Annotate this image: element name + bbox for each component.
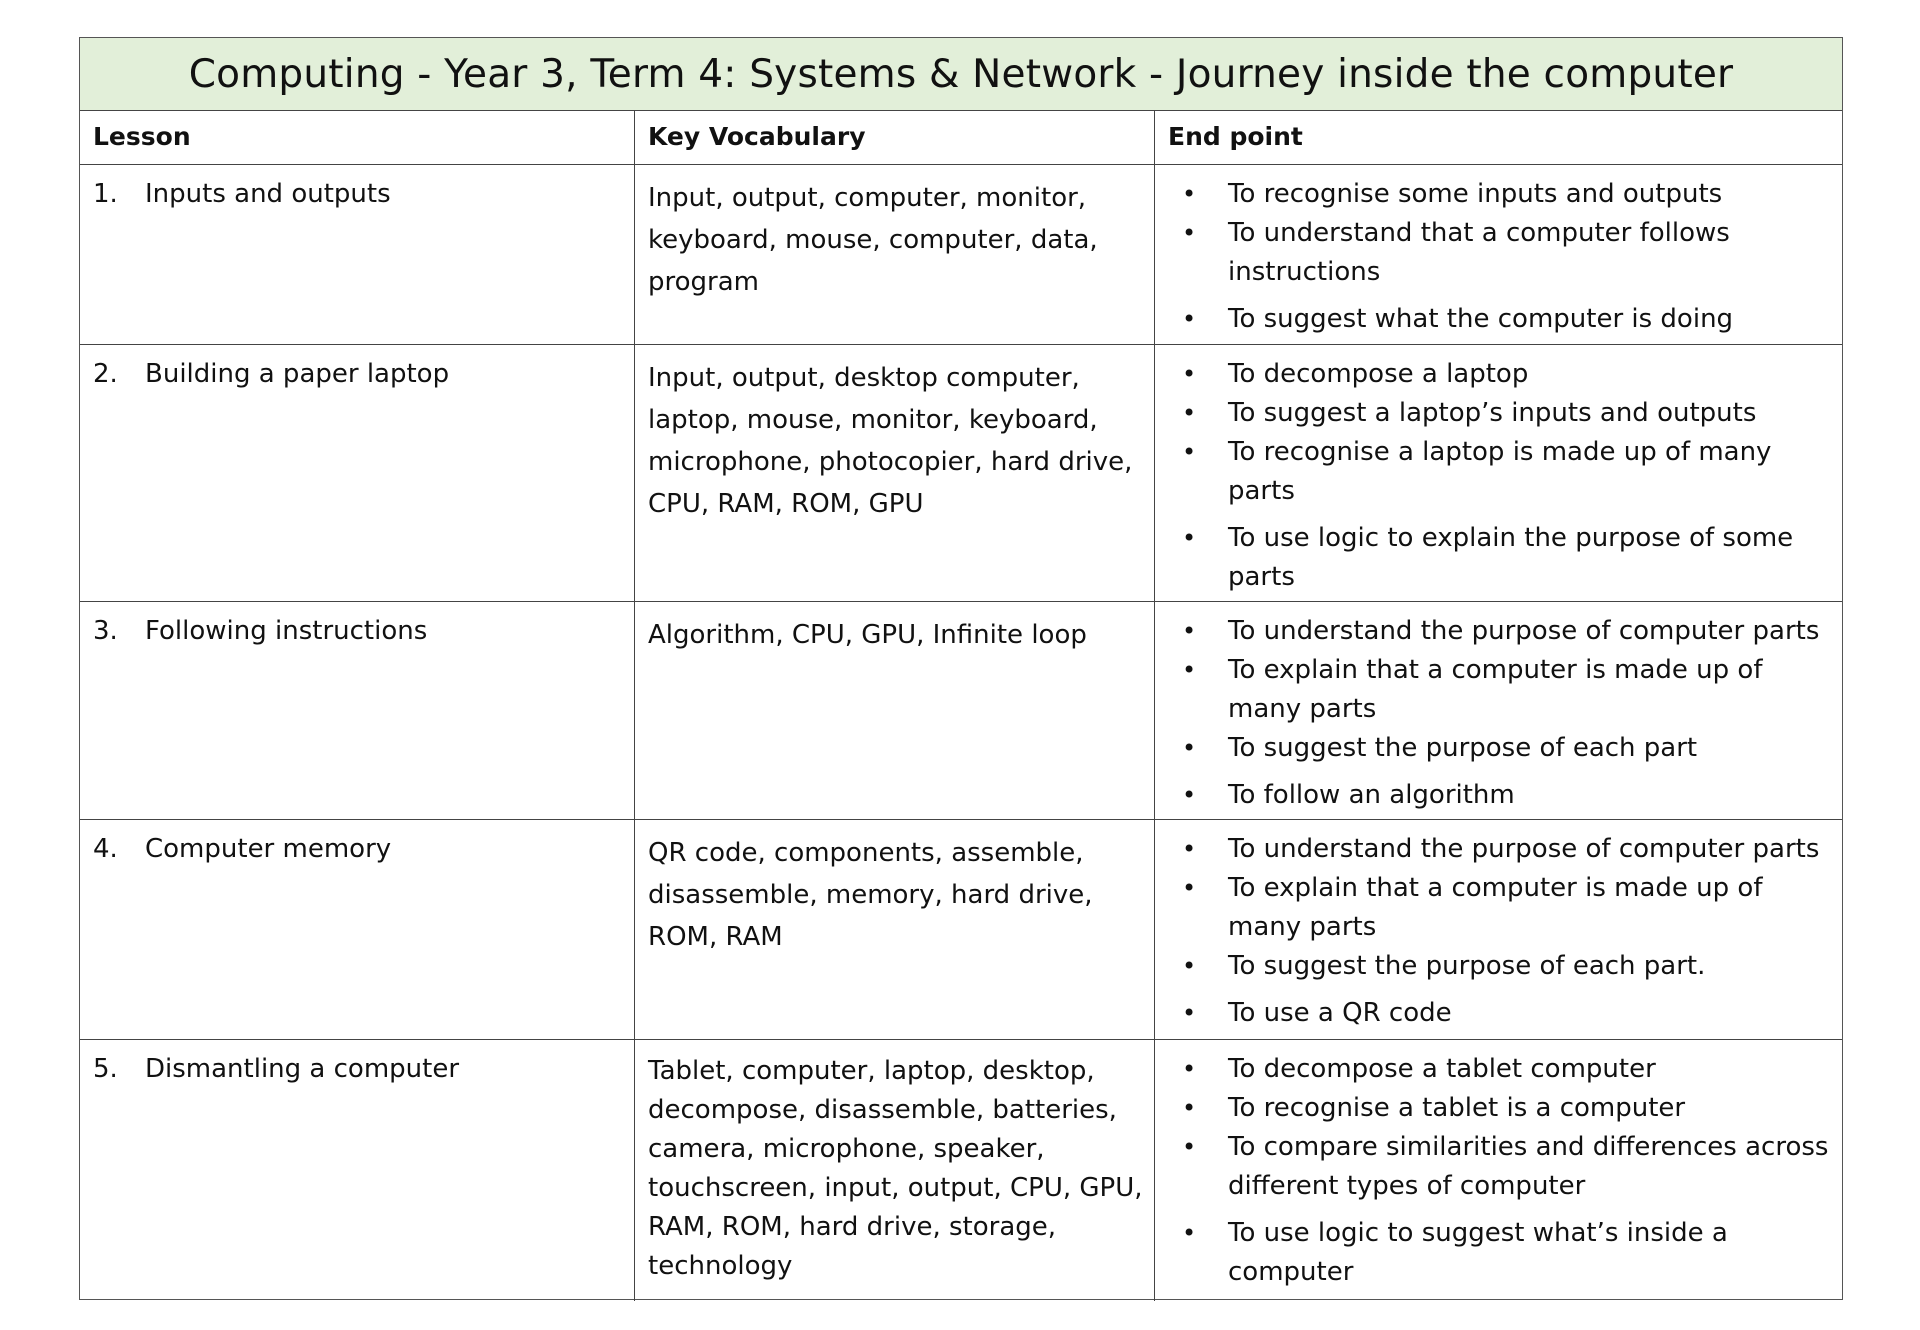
end-point-item: • To suggest a laptop’s inputs and outputs (1155, 394, 1836, 433)
end-point-item: • To recognise a laptop is made up of many parts (1155, 433, 1836, 511)
end-point-item: • To suggest the purpose of each part. (1155, 947, 1836, 986)
end-point-list (1155, 612, 1836, 823)
lesson-number: 3. (93, 616, 118, 646)
end-point-item: • To understand the purpose of computer parts (1155, 830, 1836, 869)
end-point-cell (1155, 602, 1842, 819)
vocabulary-text: Input, output, desktop computer, laptop, mouse, monitor, keyboard, microphone, photocopier, hard drive, CPU, RAM, ROM, GPU (648, 363, 1133, 519)
end-point-item: • To suggest what the computer is doing (1155, 300, 1836, 339)
header-cell-vocabulary (635, 110, 1155, 164)
end-point-cell (1155, 820, 1842, 1039)
vocabulary-cell (635, 602, 1155, 819)
end-point-cell (1155, 1040, 1842, 1301)
end-point-item: • To suggest the purpose of each part (1155, 729, 1836, 768)
vocabulary-text: QR code, components, assemble, disassemble, memory, hard drive, ROM, RAM (648, 838, 1093, 952)
lesson-title (93, 614, 427, 648)
lesson-number: 1. (93, 179, 118, 209)
lesson-number: 2. (93, 359, 118, 389)
curriculum-table (79, 37, 1843, 1300)
end-point-item: • To understand the purpose of computer parts (1155, 612, 1836, 651)
lesson-cell (80, 602, 635, 819)
vocabulary-text: Input, output, computer, monitor, keyboard, mouse, computer, data, program (648, 183, 1098, 297)
header-cell-end-point (1155, 110, 1842, 164)
lesson-title (93, 1052, 459, 1086)
lesson-name: Computer memory (145, 834, 392, 864)
lesson-cell (80, 165, 635, 344)
end-point-item: • To decompose a laptop (1155, 355, 1836, 394)
end-point-list (1155, 830, 1836, 1041)
page-title: Computing - Year 3, Term 4: Systems & Network - Journey inside the computer (188, 51, 1734, 97)
header-cell-lesson (80, 110, 635, 164)
vocabulary-text: Tablet, computer, laptop, desktop, decompose, disassemble, batteries, camera, microphone, speaker, touchscreen, input, output, CPU, GPU, RAM, ROM, hard drive, storage, technology (648, 1056, 1143, 1281)
lesson-title (93, 832, 391, 866)
table-row (80, 165, 1842, 345)
end-point-list (1155, 1050, 1836, 1300)
column-header-lesson: Lesson (93, 122, 191, 151)
end-point-list (1155, 175, 1836, 347)
lesson-name: Inputs and outputs (145, 179, 391, 209)
end-point-item: • To explain that a computer is made up of many parts (1155, 651, 1836, 729)
lesson-title (93, 177, 391, 211)
lesson-name: Dismantling a computer (145, 1054, 460, 1084)
end-point-cell (1155, 345, 1842, 601)
end-point-item: • To explain that a computer is made up of many parts (1155, 869, 1836, 947)
table-row (80, 820, 1842, 1040)
end-point-item: • To follow an algorithm (1155, 776, 1836, 815)
end-point-item: • To use logic to suggest what’s inside a computer (1155, 1214, 1836, 1292)
lesson-name: Following instructions (145, 616, 428, 646)
column-header-vocabulary: Key Vocabulary (648, 122, 866, 151)
table-header-row (80, 110, 1842, 165)
end-point-list (1155, 355, 1836, 605)
table-row (80, 345, 1842, 602)
end-point-item: • To use logic to explain the purpose of some parts (1155, 519, 1836, 597)
vocabulary-cell (635, 345, 1155, 601)
lesson-title (93, 357, 449, 391)
lesson-cell (80, 1040, 635, 1301)
end-point-item: • To recognise some inputs and outputs (1155, 175, 1836, 214)
end-point-item: • To use a QR code (1155, 994, 1836, 1033)
lesson-cell (80, 820, 635, 1039)
table-body (80, 110, 1842, 1299)
end-point-item: • To decompose a tablet computer (1155, 1050, 1836, 1089)
end-point-cell (1155, 165, 1842, 344)
title-band (80, 38, 1842, 111)
lesson-cell (80, 345, 635, 601)
lesson-number: 4. (93, 834, 118, 864)
vocabulary-cell (635, 165, 1155, 344)
column-header-end-point: End point (1168, 122, 1303, 151)
table-row (80, 602, 1842, 820)
vocabulary-cell (635, 820, 1155, 1039)
end-point-item: • To recognise a tablet is a computer (1155, 1089, 1836, 1128)
lesson-number: 5. (93, 1054, 118, 1084)
end-point-item: • To compare similarities and differences across different types of computer (1155, 1128, 1836, 1206)
end-point-item: • To understand that a computer follows instructions (1155, 214, 1836, 292)
lesson-name: Building a paper laptop (145, 359, 450, 389)
table-row (80, 1040, 1842, 1301)
vocabulary-text: Algorithm, CPU, GPU, Infinite loop (648, 620, 1087, 650)
vocabulary-cell (635, 1040, 1155, 1301)
